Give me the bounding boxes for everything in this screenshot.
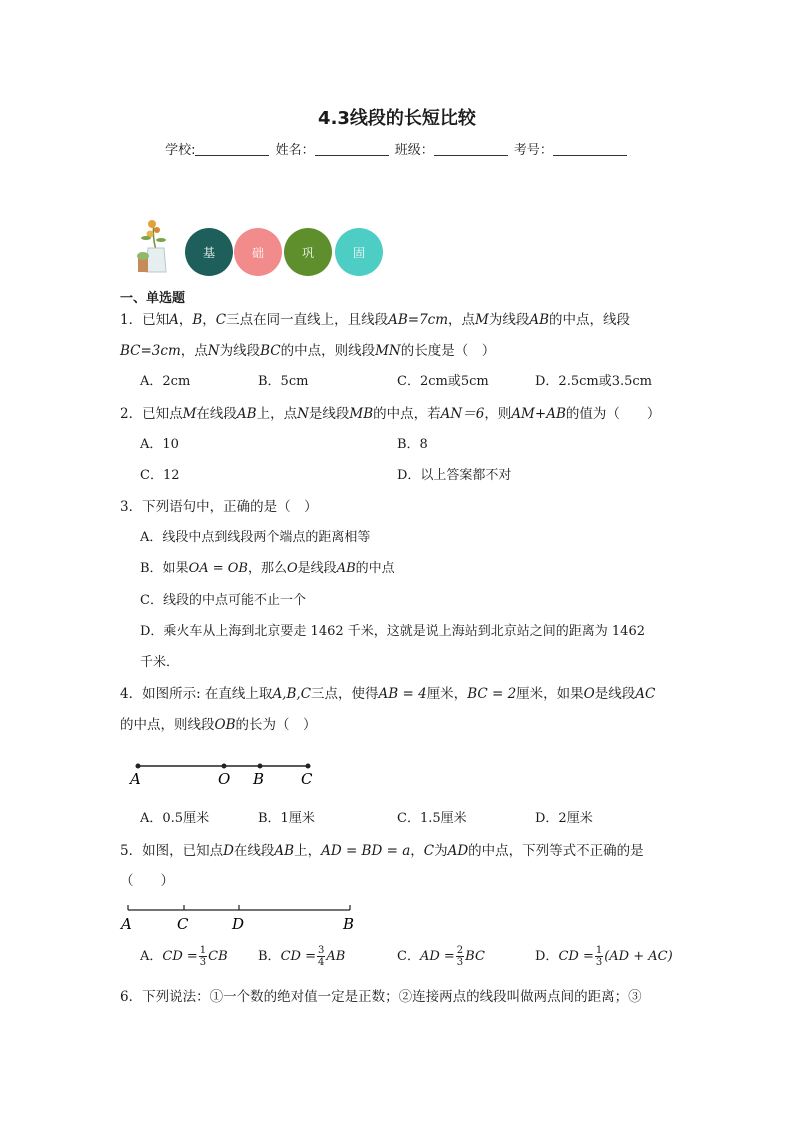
q4-option-b[interactable]: B．1厘米 xyxy=(258,811,315,826)
q2-option-a[interactable]: A．10 xyxy=(140,437,179,452)
q4-point-c xyxy=(306,764,311,769)
q1-option-d[interactable]: D．2.5cm或3.5cm xyxy=(535,374,652,389)
page-title: 4.3线段的长短比较 xyxy=(318,108,476,129)
q3-option-b[interactable]: B．如果OA = OB，那么O是线段AB的中点 xyxy=(140,561,395,576)
class-blank[interactable] xyxy=(434,142,508,156)
q5-label-d: D xyxy=(232,915,245,933)
q4-line-diagram xyxy=(120,756,330,792)
q4-option-d[interactable]: D．2厘米 xyxy=(535,811,593,826)
banner-circle-1: 基 xyxy=(185,228,233,276)
q3-option-d-line2: 千米． xyxy=(140,655,180,670)
q2-option-b[interactable]: B．8 xyxy=(397,437,428,452)
exam-no-label: 考号： xyxy=(513,143,553,158)
class-label: 班级： xyxy=(394,143,434,158)
q6-stem: 6．下列说法：①一个数的绝对值一定是正数；②连接两点的线段叫做两点间的距离；③ xyxy=(120,989,642,1005)
q1-stem-line1: 1．已知A，B，C三点在同一直线上，且线段AB=7cm，点M为线段AB的中点，线段 xyxy=(120,312,631,328)
q1-option-a[interactable]: A．2cm xyxy=(140,374,191,389)
q2-option-d[interactable]: D．以上答案都不对 xyxy=(397,468,512,483)
banner-circle-4: 固 xyxy=(335,228,383,276)
q4-label-c: C xyxy=(301,770,313,788)
q4-point-a xyxy=(136,764,141,769)
q5-stem-line1: 5．如图，已知点D在线段AB上，AD = BD = a，C为AD的中点，下列等式不正确的是 xyxy=(120,843,644,859)
q5-stem-line2: （ ） xyxy=(120,873,174,889)
q2-option-c[interactable]: C．12 xyxy=(140,468,180,483)
q5-option-a[interactable]: A．CD = $\frac{1}{3}$ CB xyxy=(140,945,228,968)
q4-point-o xyxy=(222,764,227,769)
section-heading: 一、单选题 xyxy=(120,291,186,306)
q3-option-c[interactable]: C．线段的中点可能不止一个 xyxy=(140,593,306,608)
q4-label-b: B xyxy=(253,770,265,788)
q5-label-a: A xyxy=(121,915,132,933)
q5-line-diagram xyxy=(118,900,363,936)
banner-circle-3: 巩 xyxy=(284,228,332,276)
q3-option-d-line1[interactable]: D．乘火车从上海到北京要走 1462 千米，这就是说上海站到北京站之间的距离为 1462 xyxy=(140,624,645,639)
q4-option-c[interactable]: C．1.5厘米 xyxy=(397,811,467,826)
school-label: 学校: xyxy=(165,143,196,158)
name-label: 姓名： xyxy=(275,143,315,158)
q5-option-d[interactable]: D．CD = $\frac{1}{3}$ (AD + AC) xyxy=(535,945,673,968)
school-blank[interactable] xyxy=(195,142,269,156)
q3-stem: 3．下列语句中，正确的是（ ） xyxy=(120,499,318,515)
q4-option-a[interactable]: A．0.5厘米 xyxy=(140,811,210,826)
name-blank[interactable] xyxy=(315,142,389,156)
q5-label-b: B xyxy=(343,915,355,933)
q4-label-a: A xyxy=(130,770,141,788)
q5-option-b[interactable]: B．CD = $\frac{3}{4}$ AB xyxy=(258,945,346,968)
banner-circle-2: 础 xyxy=(234,228,282,276)
q1-option-c[interactable]: C．2cm或5cm xyxy=(397,374,489,389)
q1-stem-line2: BC=3cm，点N为线段BC的中点，则线段MN的长度是（ ） xyxy=(120,343,496,359)
q5-label-c: C xyxy=(177,915,189,933)
q4-point-b xyxy=(258,764,263,769)
q4-stem-line2: 的中点，则线段OB的长为（ ） xyxy=(120,717,317,733)
q2-stem: 2．已知点M在线段AB上，点N是线段MB的中点，若AN＝6，则AM+AB的值为（ ） xyxy=(120,406,661,422)
student-info-fields xyxy=(0,139,794,158)
plant-vase-icon xyxy=(134,216,174,276)
q3-option-a[interactable]: A．线段中点到线段两个端点的距离相等 xyxy=(140,530,371,545)
q5-option-c[interactable]: C．AD = $\frac{2}{3}$ BC xyxy=(397,945,485,968)
q4-stem-line1: 4．如图所示: 在直线上取A,B,C三点，使得AB = 4厘米，BC = 2厘米，如果O是线段AC xyxy=(120,686,656,702)
q1-option-b[interactable]: B．5cm xyxy=(258,374,309,389)
exam-no-blank[interactable] xyxy=(553,142,627,156)
q4-label-o: O xyxy=(218,770,231,788)
